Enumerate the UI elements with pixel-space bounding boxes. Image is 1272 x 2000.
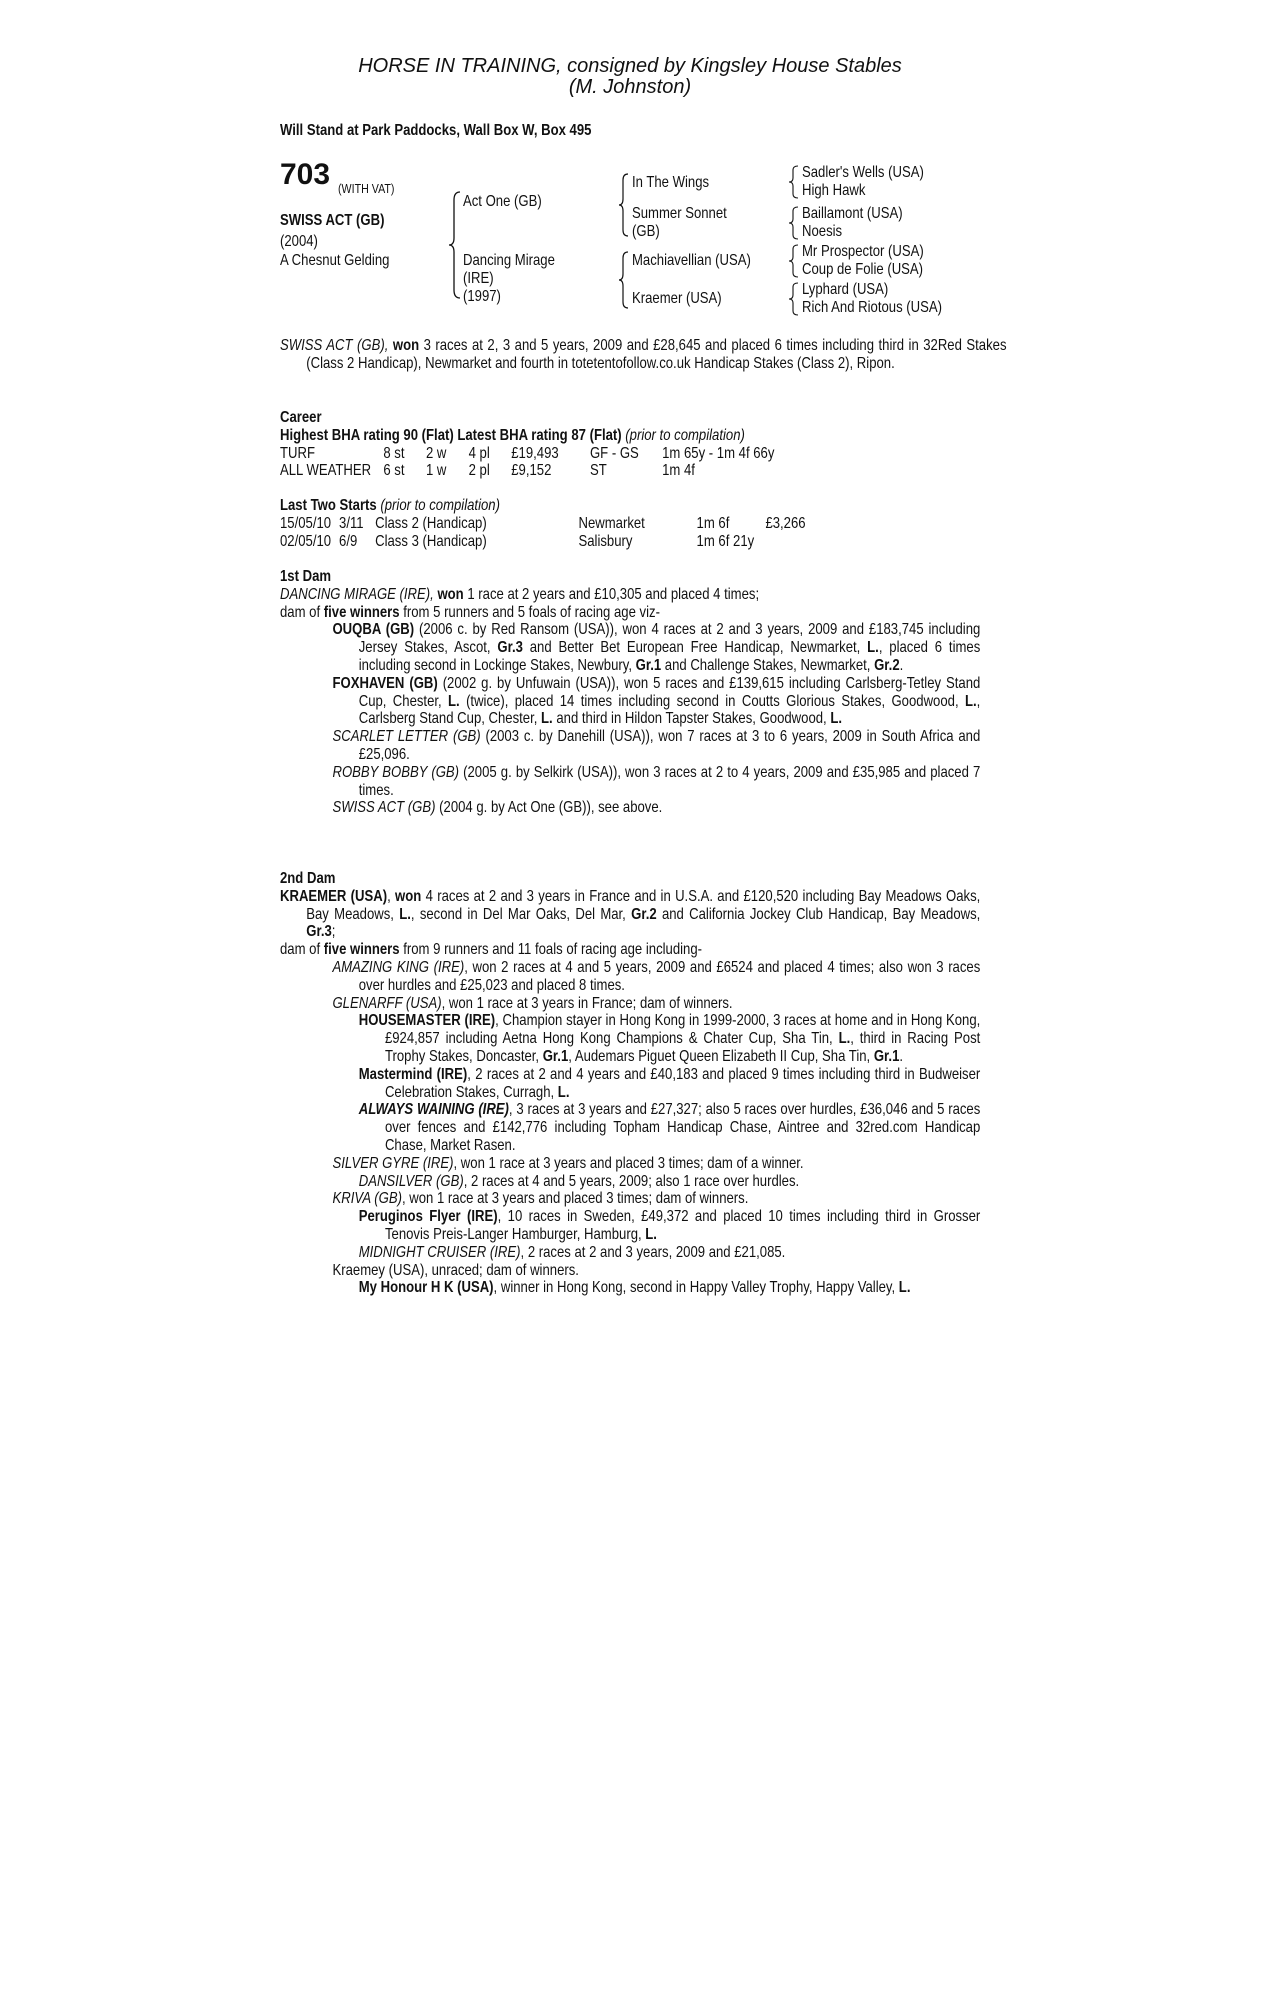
career-cell: 1m 4f [662, 462, 695, 480]
career-table [280, 445, 980, 481]
grade: Gr.1 [542, 1047, 569, 1065]
peruginos-flyer-name: Peruginos Flyer [358, 1208, 461, 1226]
start-cell: Class 2 (Handicap) [375, 514, 487, 532]
start-cell: 1m 6f 21y [696, 532, 755, 550]
vat-note: (WITH VAT) [338, 181, 395, 196]
five-winners: five winners [323, 603, 400, 621]
dam-sire-sire: Mr Prospector (USA) [802, 243, 924, 260]
text: , 10 races in Sweden, £49,372 and placed 10 times including third in Grosser Tenovis Preis-Langer Hamburger, Hamburg, [384, 1208, 981, 1243]
second-dam-won: won [395, 887, 422, 905]
career-cell: TURF [280, 444, 315, 462]
produce-amazing-king [280, 959, 980, 995]
ouqba-name: OUQBA (GB) [332, 621, 415, 639]
first-dam-won: won [437, 585, 464, 603]
stabling-location: Will Stand at Park Paddocks, Wall Box W, Box 495 [280, 122, 592, 139]
pedigree-brace-1 [448, 190, 462, 300]
sire-dam-dam: Noesis [802, 223, 843, 240]
race-summary [280, 337, 1007, 373]
midnight-cruiser-name: MIDNIGHT CRUISER (IRE) [358, 1243, 521, 1261]
produce-peruginos-flyer [306, 1208, 980, 1244]
text: , won 1 race at 3 years and placed 3 times; dam of a winner. [453, 1154, 804, 1172]
listed: L. [830, 710, 842, 728]
start-cell: £3,266 [765, 514, 806, 532]
last-two-heading: Last Two Starts [280, 497, 377, 514]
second-dam-name: KRAEMER (USA) [280, 887, 388, 905]
summary-text: 3 races at 2, 3 and 5 years, 2009 and £28,645 and placed 6 times including third in 32Red Stakes (Class 2 Handicap), Newmarket and fourth in totetentofollow.co.uk Handicap Stakes (Class 2), Ripon. [306, 337, 1007, 372]
produce-swiss-act [280, 799, 980, 817]
produce-always-waining [306, 1101, 980, 1154]
produce-my-honour-hk [306, 1279, 980, 1297]
sire-sire-sire: Sadler's Wells (USA) [802, 164, 924, 181]
first-dam-section [280, 568, 980, 817]
listed: L. [557, 1083, 570, 1101]
dam-dam-sire: Lyphard (USA) [802, 281, 889, 298]
text: , Champion stayer in Hong Kong in 1999-2000, 3 races at home and in Hong Kong, £924,857 including Aetna Hong Kong Champions & Chater Cup, Sha Tin, [384, 1012, 981, 1048]
produce-foxhaven [280, 675, 980, 728]
start-cell: Salisbury [578, 532, 633, 550]
peruginos-suffix: (IRE) [460, 1208, 498, 1226]
dam-dam-dam: Rich And Riotous (USA) [802, 299, 943, 316]
career-cell: 8 st [383, 444, 405, 462]
text: (twice), placed 14 times including second in Coutts Glorious Stakes, Goodwood, [459, 692, 965, 710]
career-cell: 4 pl [468, 444, 490, 462]
start-cell [765, 533, 847, 551]
text: , 2 races at 2 and 3 years, 2009 and £21,085. [520, 1243, 786, 1261]
my-honour-name: My Honour H K [358, 1279, 454, 1297]
summary-horse-name: SWISS ACT (GB), [280, 337, 389, 354]
amazing-king-name: AMAZING KING (IRE) [332, 958, 465, 976]
second-dam-section [280, 870, 980, 1297]
horse-year: (2004) [280, 233, 318, 250]
robby-bobby-name: ROBBY BOBBY (GB) [332, 763, 460, 781]
my-honour-suffix: (USA) [453, 1279, 494, 1297]
five-winners: five winners [323, 941, 400, 959]
bha-rating: Highest BHA rating 90 (Flat) Latest BHA rating 87 (Flat) [280, 426, 622, 444]
produce-ouqba [280, 621, 980, 674]
listed: L. [964, 692, 977, 710]
career-cell: £9,152 [511, 462, 552, 480]
career-section [280, 409, 980, 480]
trainer-line: (M. Johnston) [568, 76, 692, 98]
start-cell: 6/9 [339, 532, 358, 550]
text: , third in Racing Post Trophy Stakes, Doncaster, [384, 1030, 981, 1065]
sire-dam-sire: Baillamont (USA) [802, 205, 903, 222]
pedigree-brace-2 [618, 172, 630, 238]
second-dam-produce [280, 941, 980, 959]
career-cell: 2 w [425, 444, 447, 462]
sire-sire-dam: High Hawk [802, 182, 866, 199]
text: (2004 g. by Act One (GB)), see above. [435, 799, 663, 817]
lot-number: 703 [280, 158, 331, 191]
pedigree-brace-5 [788, 205, 800, 241]
listed: L. [898, 1279, 911, 1297]
start-cell: Class 3 (Handicap) [375, 532, 487, 550]
sire-dam-line-2: (GB) [632, 223, 660, 240]
career-cell: ALL WEATHER [280, 462, 372, 480]
start-cell: Newmarket [578, 514, 645, 532]
text: , 3 races at 3 years and £27,327; also 5 races over hurdles, £36,046 and 5 races over fences and £142,776 including Topham Handicap Chase, Aintree and 32red.com Handicap Chase, Market Rasen. [384, 1101, 981, 1154]
bha-rating-note: (prior to compilation) [625, 426, 745, 444]
horse-description: A Chesnut Gelding [280, 252, 390, 269]
swiss-act-name: SWISS ACT (GB) [332, 799, 436, 817]
first-dam-name: DANCING MIRAGE (IRE), [280, 585, 434, 603]
dam-line-1: Dancing Mirage [463, 252, 555, 269]
text: Kraemey (USA), unraced; dam of winners. [332, 1261, 579, 1279]
start-cell: 3/11 [339, 514, 364, 532]
pedigree-brace-7 [788, 281, 800, 317]
text: , winner in Hong Kong, second in Happy Valley Trophy, Happy Valley, [493, 1279, 899, 1297]
consignor-line: HORSE IN TRAINING, consigned by Kingsley House Stables [358, 55, 902, 77]
text: (2006 c. by Red Ransom (USA)), won 4 races at 2 and 3 years, 2009 and £183,745 including Jersey Stakes, Ascot, [358, 621, 981, 657]
text: (2002 g. by Unfuwain (USA)), won 5 races and £139,615 including Carlsberg-Tetley Stand Cup, Chester, [358, 674, 981, 710]
produce-scarlet-letter [280, 728, 980, 764]
text: , [387, 887, 396, 905]
text: and Better Bet European Free Handicap, Newmarket, [522, 639, 868, 657]
text: , Carlsberg Stand Cup, Chester, [358, 692, 981, 728]
listed: L. [645, 1225, 657, 1243]
scarlet-letter-name: SCARLET LETTER (GB) [332, 728, 481, 746]
text: . [899, 1047, 904, 1065]
dam-sire-dam: Coup de Folie (USA) [802, 261, 924, 278]
dam-dam: Kraemer (USA) [632, 290, 722, 307]
foxhaven-name: FOXHAVEN (GB) [332, 674, 438, 692]
kriva-name: KRIVA (GB) [332, 1190, 402, 1208]
grade: Gr.1 [873, 1047, 900, 1065]
summary-won: won [392, 337, 420, 354]
career-cell: 2 pl [468, 462, 490, 480]
grade: Gr.3 [497, 639, 523, 657]
career-cell: 1 w [425, 462, 447, 480]
text: dam of [280, 941, 324, 959]
text: from 5 runners and 5 foals of racing age viz- [399, 603, 660, 621]
dam-line-3: (1997) [463, 288, 501, 305]
text: . [899, 656, 904, 674]
text: , won 2 races at 4 and 5 years, 2009 and £6524 and placed 4 times; also won 3 races over hurdles and £25,023 and placed 8 times. [358, 958, 981, 994]
first-dam-produce [280, 604, 980, 622]
listed: L. [541, 710, 553, 728]
grade: Gr.2 [874, 656, 900, 674]
mastermind-name: Mastermind [358, 1065, 433, 1083]
text: , won 1 race at 3 years and placed 3 times; dam of winners. [401, 1190, 749, 1208]
produce-glenarff [280, 995, 980, 1013]
text: , won 1 race at 3 years in France; dam of winners. [441, 994, 733, 1012]
first-dam-heading: 1st Dam [280, 568, 332, 585]
housemaster-name: HOUSEMASTER (IRE) [358, 1012, 496, 1030]
pedigree-brace-3 [618, 250, 630, 310]
produce-silver-gyre [280, 1155, 980, 1173]
consignor-header [280, 56, 980, 98]
career-cell: ST [589, 462, 607, 480]
horse-name: SWISS ACT (GB) [280, 212, 385, 229]
last-two-table [280, 515, 980, 551]
text: , Audemars Piguet Queen Elizabeth II Cup, Sha Tin, [568, 1047, 874, 1065]
career-cell: £19,493 [511, 444, 559, 462]
sire-dam-line-1: Summer Sonnet [632, 205, 727, 222]
produce-kraemey [280, 1262, 980, 1280]
career-cell: 1m 65y - 1m 4f 66y [662, 444, 775, 462]
listed: L. [448, 692, 460, 710]
sire: Act One (GB) [463, 193, 542, 210]
grade: Gr.2 [631, 905, 657, 923]
summary-paragraph [280, 337, 1007, 373]
listed: L. [399, 905, 411, 923]
text: 4 races at 2 and 3 years in France and in U.S.A. and £120,520 including Bay Meadows Oaks, Bay Meadows, [306, 887, 981, 923]
first-dam-record: 1 race at 2 years and £10,305 and placed 4 times; [463, 585, 760, 603]
start-cell: 1m 6f [696, 514, 730, 532]
last-two-note: (prior to compilation) [380, 497, 500, 514]
start-cell: 15/05/10 [280, 514, 332, 532]
glenarff-name: GLENARFF (USA) [332, 994, 442, 1012]
produce-mastermind [306, 1066, 980, 1102]
text: dam of [280, 603, 324, 621]
produce-midnight-cruiser [306, 1244, 980, 1262]
text: and third in Hildon Tapster Stakes, Goodwood, [552, 710, 831, 728]
last-two-starts [280, 497, 980, 550]
always-waining-name: ALWAYS WAINING (IRE) [358, 1101, 509, 1119]
pedigree-brace-4 [788, 164, 800, 200]
produce-robby-bobby [280, 764, 980, 800]
second-dam-intro [280, 888, 980, 941]
first-dam-intro [280, 586, 980, 604]
text: ; [331, 923, 336, 941]
produce-kriva [280, 1190, 980, 1208]
text: , 2 races at 2 and 4 years and £40,183 and placed 9 times including third in Budweiser Celebration Stakes, Curragh, [384, 1065, 981, 1101]
produce-housemaster [306, 1012, 980, 1065]
pedigree-brace-6 [788, 243, 800, 279]
text: and Challenge Stakes, Newmarket, [661, 656, 875, 674]
second-dam-heading: 2nd Dam [280, 870, 336, 887]
dam-line-2: (IRE) [463, 270, 494, 287]
grade: Gr.3 [306, 923, 332, 941]
silver-gyre-name: SILVER GYRE (IRE) [332, 1154, 454, 1172]
text: , placed 6 times including second in Lockinge Stakes, Newbury, [358, 639, 981, 674]
listed: L. [838, 1030, 851, 1048]
text: , second in Del Mar Oaks, Del Mar, [410, 905, 632, 923]
text: from 9 runners and 11 foals of racing age including- [399, 941, 703, 959]
text: , 2 races at 4 and 5 years, 2009; also 1 race over hurdles. [463, 1172, 800, 1190]
career-cell: GF - GS [589, 444, 639, 462]
dansilver-name: DANSILVER (GB) [358, 1172, 464, 1190]
produce-dansilver [306, 1173, 980, 1191]
text: (2003 c. by Danehill (USA)), won 7 races at 3 to 6 years, 2009 in South Africa and £25,096. [358, 728, 981, 763]
career-cell: 6 st [383, 462, 405, 480]
grade: Gr.1 [635, 656, 662, 674]
dam-sire: Machiavellian (USA) [632, 252, 751, 269]
mastermind-suffix: (IRE) [432, 1065, 468, 1083]
listed: L. [867, 639, 879, 657]
sire-sire: In The Wings [632, 174, 710, 191]
text: and California Jockey Club Handicap, Bay Meadows, [656, 905, 981, 923]
text: (2005 g. by Selkirk (USA)), won 3 races at 2 to 4 years, 2009 and £35,985 and placed 7 times. [358, 763, 981, 799]
start-cell: 02/05/10 [280, 532, 332, 550]
career-heading: Career [280, 409, 322, 426]
